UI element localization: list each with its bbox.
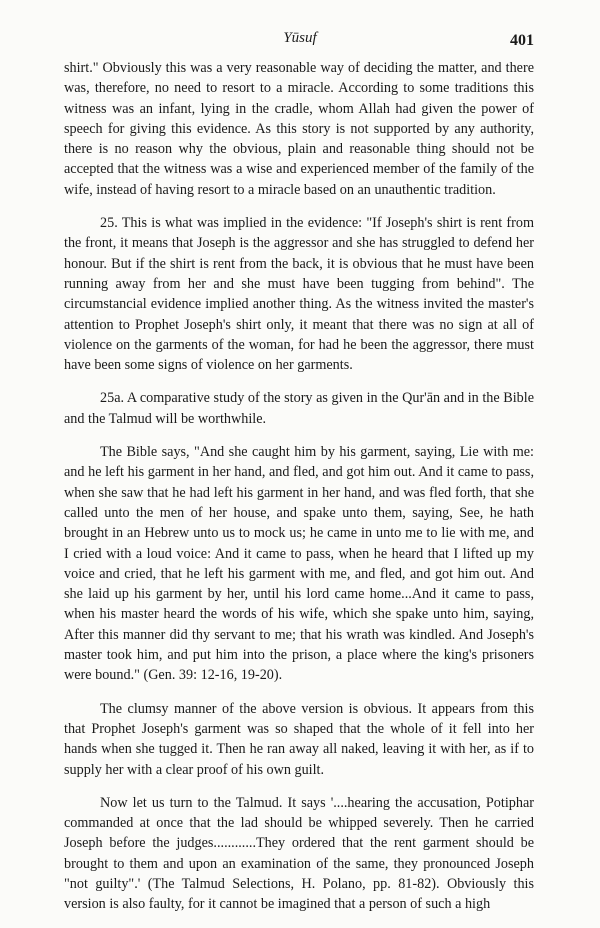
page-body	[64, 58, 534, 928]
page-number: 401	[510, 32, 534, 49]
paragraph-bible-quote: The Bible says, "And she caught him by his garment, saying, Lie with me: and he left his garment in her hand, and fled, and got him out. And it came to pass, when she saw that he had left his garment in her hand, and was fled forth, that she called unto the men of her house, and spake unto them, saying, See, he hath brought in an Hebrew unto us to mock us; he came in unto me to lie with me, and I cried with a loud voice: And it came to pass, when he heard that I lifted up my voice and cried, that he left his garment with me, and fled, and got him out. And she laid up his garment by her, until his lord came home...And it came to pass, when his master heard the words of his wife, which she spake unto him, saying, After this manner did thy servant to me; that his wrath was kindled. And Joseph's master took him, and put him into the prison, a place where the king's prisoners were bound." (Gen. 39: 12-16, 19-20).	[64, 444, 534, 684]
running-title: Yūsuf	[283, 30, 317, 46]
paragraph-talmud: Now let us turn to the Talmud. It says '....hearing the accusation, Potiphar commanded at once that the lad should be whipped severely. Then he carried Joseph before the judges............They ordered that the rent garment should be brought to them and upon an examination of the same, they pronounced Joseph "not guilty".' (The Talmud Selections, H. Polano, pp. 81-82). Obviously this version is also faulty, for it cannot be imagined that a person of such a high	[64, 794, 534, 913]
paragraph-continuation: shirt." Obviously this was a very reasonable way of deciding the matter, and there was, therefore, no need to resort to a miracle. According to some traditions this witness was an infant, lying in the cradle, whom Allah had given the power of speech for giving this evidence. As this story is not supported by any authority, there is no reason why the obvious, plain and reasonable thing should not be accepted that the witness was a wise and experienced member of the family of the wife, instead of having resort to a miracle based on an unauthentic tradition.	[64, 60, 534, 198]
paragraph-note-25a: 25a. A comparative study of the story as given in the Qur'ān and in the Bible and the Talmud will be worthwhile.	[64, 390, 534, 427]
paragraph-note-25: 25. This is what was implied in the evidence: "If Joseph's shirt is rent from the front, it means that Joseph is the aggressor and she has struggled to defend her honour. But if the shirt is rent from the back, it is obvious that he must have been running away from her and she must have been tugging from behind". The circumstancial evidence implied another thing. As the witness invited the master's attention to Prophet Joseph's shirt only, it meant that there was no sign at all of violence on the garments of the woman, for had he been the aggressor, there must have been some signs of violence on her garments.	[64, 215, 534, 374]
paragraph-commentary: The clumsy manner of the above version is obvious. It appears from this that Prophet Joseph's garment was so shaped that the whole of it fell into her hands when she tugged it. Then he ran away all naked, leaving it with her, as if to supply her with a clear proof of his own guilt.	[64, 700, 534, 778]
page-header	[0, 30, 600, 52]
